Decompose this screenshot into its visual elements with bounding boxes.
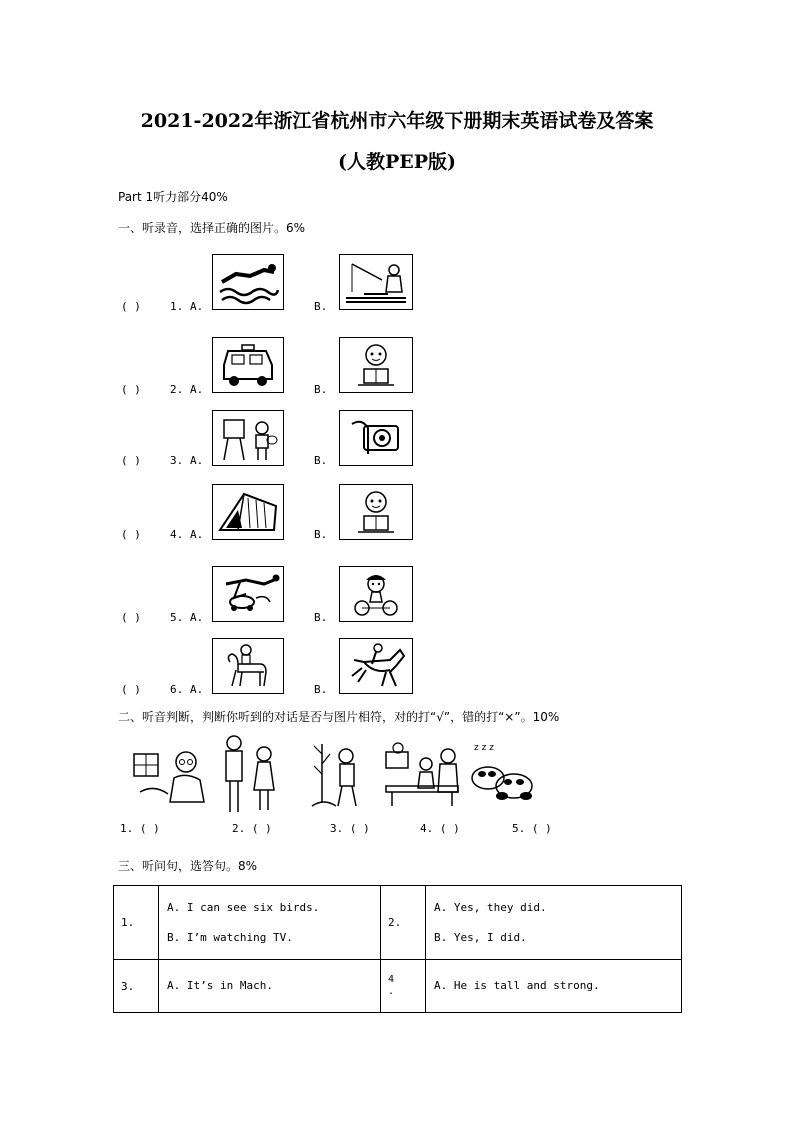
option-a-label: A. bbox=[190, 528, 204, 541]
option-b-label: B. bbox=[314, 683, 328, 696]
taxi-icon[interactable] bbox=[212, 337, 284, 393]
answer-option[interactable]: B. I’m watching TV. bbox=[167, 930, 293, 944]
horse-riding-icon[interactable] bbox=[339, 638, 413, 694]
answer-option[interactable]: A. I can see six birds. bbox=[167, 900, 320, 914]
couple-icon bbox=[218, 734, 280, 814]
option-b-label: B. bbox=[314, 528, 328, 541]
option-a-label: A. bbox=[190, 683, 204, 696]
option-a-label: A. bbox=[190, 300, 204, 313]
boy-reading-icon[interactable] bbox=[339, 484, 413, 540]
question-number: 2. bbox=[170, 383, 184, 396]
family-reading-icon bbox=[384, 742, 460, 810]
question-number: 4 . bbox=[381, 960, 426, 1013]
section2-heading: 二、听音判断，判断你听到的对话是否与图片相符，对的打“√”，错的打“×”。10% bbox=[118, 710, 560, 724]
answer-option[interactable]: A. He is tall and strong. bbox=[434, 979, 600, 992]
option-b-label: B. bbox=[314, 454, 328, 467]
answer-blank[interactable]: ( ) bbox=[121, 528, 141, 541]
option-a-label: A. bbox=[190, 383, 204, 396]
camera-icon[interactable] bbox=[339, 410, 413, 466]
answer-cell bbox=[426, 886, 682, 960]
swimming-icon[interactable] bbox=[212, 254, 284, 310]
judge-item-1[interactable]: 1. ( ) bbox=[120, 822, 160, 835]
page-subtitle: (人教PEP版) bbox=[337, 151, 457, 173]
question-number: 6. bbox=[170, 683, 184, 696]
boy-reading-icon[interactable] bbox=[339, 337, 413, 393]
painting-easel-icon[interactable] bbox=[212, 410, 284, 466]
judge-item-5[interactable]: 5. ( ) bbox=[512, 822, 552, 835]
question-number: 3. bbox=[114, 960, 159, 1013]
pony-icon[interactable] bbox=[212, 638, 284, 694]
tent-icon[interactable] bbox=[212, 484, 284, 540]
option-b-label: B. bbox=[314, 383, 328, 396]
table-row bbox=[114, 960, 682, 1013]
answer-option[interactable]: A. Yes, they did. bbox=[434, 900, 547, 914]
answer-option[interactable]: A. It’s in Mach. bbox=[167, 979, 273, 992]
fishing-icon[interactable] bbox=[339, 254, 413, 310]
planting-tree-icon bbox=[310, 740, 362, 812]
boy-cycling-icon[interactable] bbox=[339, 566, 413, 622]
answer-option[interactable]: B. Yes, I did. bbox=[434, 930, 527, 944]
answer-blank[interactable]: ( ) bbox=[121, 683, 141, 696]
answer-cell bbox=[159, 960, 381, 1013]
section1-heading: 一、听录音，选择正确的图片。6% bbox=[118, 221, 306, 235]
answer-blank[interactable]: ( ) bbox=[121, 611, 141, 624]
question-number: 1. bbox=[170, 300, 184, 313]
judge-item-2[interactable]: 2. ( ) bbox=[232, 822, 272, 835]
question-number: 5. bbox=[170, 611, 184, 624]
option-a-label: A. bbox=[190, 454, 204, 467]
question-number: 1. bbox=[114, 886, 159, 960]
option-b-label: B. bbox=[314, 611, 328, 624]
question-number: 4. bbox=[170, 528, 184, 541]
sleeping-pandas-icon bbox=[466, 736, 536, 806]
skateboarding-icon[interactable] bbox=[212, 566, 284, 622]
question-number: 2. bbox=[381, 886, 426, 960]
answer-blank[interactable]: ( ) bbox=[121, 454, 141, 467]
answer-cell bbox=[159, 886, 381, 960]
judge-item-4[interactable]: 4. ( ) bbox=[420, 822, 460, 835]
option-a-label: A. bbox=[190, 611, 204, 624]
part-heading: Part 1听力部分40% bbox=[118, 190, 228, 204]
judge-item-3[interactable]: 3. ( ) bbox=[330, 822, 370, 835]
question-number: 3. bbox=[170, 454, 184, 467]
answer-table bbox=[113, 885, 682, 1013]
answer-blank[interactable]: ( ) bbox=[121, 383, 141, 396]
section3-heading: 三、听问句，选答句。8% bbox=[118, 859, 258, 873]
gift-icon bbox=[130, 744, 210, 812]
answer-blank[interactable]: ( ) bbox=[121, 300, 141, 313]
option-b-label: B. bbox=[314, 300, 328, 313]
answer-cell bbox=[426, 960, 682, 1013]
page-title: 2021-2022年浙江省杭州市六年级下册期末英语试卷及答案 bbox=[140, 110, 654, 132]
svg-text:z z z: z z z bbox=[474, 743, 494, 753]
table-row bbox=[114, 886, 682, 960]
